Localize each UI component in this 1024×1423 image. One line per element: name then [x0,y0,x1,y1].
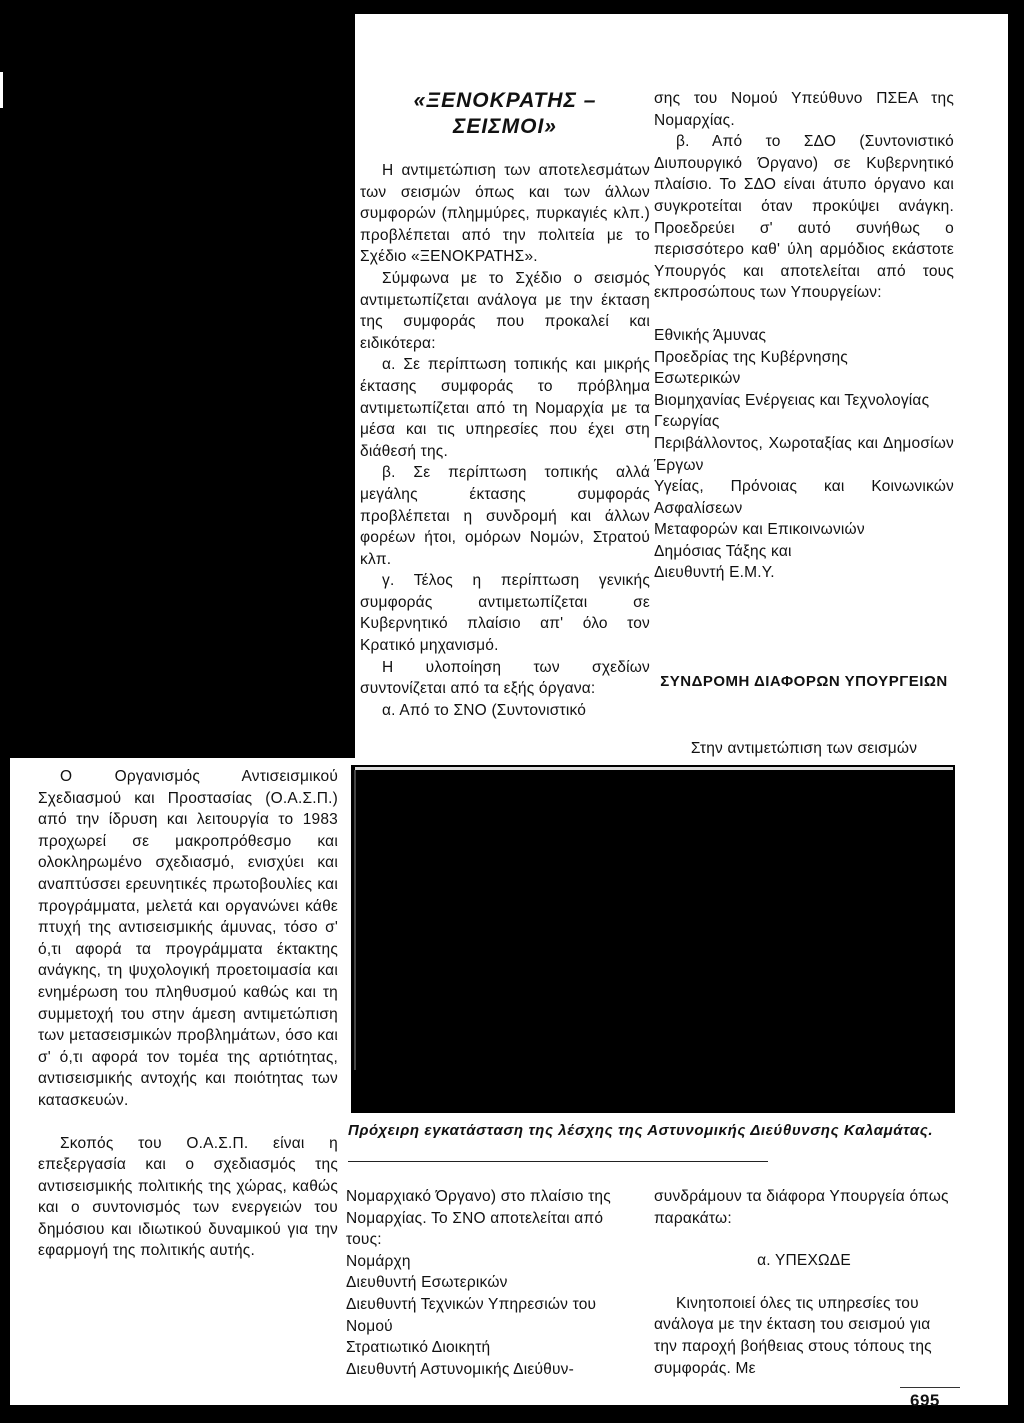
photo-caption: Πρόχειρη εγκατάσταση της λέσχης της Αστυνομικής Διεύθυνσης Καλαμάτας. [348,1122,934,1139]
scan-dark-region [0,0,355,758]
column-1 [38,766,338,1262]
photo [351,765,955,1113]
paragraph: β. Από το ΣΔΟ (Συντονιστικό Διυπουργικό Όργανο) σε Κυβερνητικό πλαίσιο. Το ΣΔΟ είναι άτυπο όργανο και συγκροτείται όταν προκύψει ανάγκη. Προεδρεύει σ' αυτό συνήθως ο περισσότερο καθ' ύλη αρμόδιος εκάστοτε Υπουργός και αποτελείται από τους εκπροσώπους των Υπουργείων: [654,133,954,302]
list-item: Προεδρίας της Κυβέρνησης [654,348,848,366]
list-item: Μεταφορών και Επικοινωνιών [654,521,865,539]
list-item: Υγείας, Πρόνοιας και Κοινωνικών Ασφαλίσεων [654,478,954,517]
list-item: Βιομηχανίας Ενέργειας και Τεχνολογίας [654,391,930,409]
column-4 [346,1186,641,1380]
paragraph: α. Σε περίπτωση τοπικής και μικρής έκτασης συμφοράς το πρόβλημα αντιμετωπίζεται από τη Νομαρχία με τα μέσα και τις υπηρεσίες που έχει στη διάθεσή της. [360,356,650,460]
column-2 [360,160,650,721]
list-item: Γεωργίας [654,413,720,431]
section-heading: ΣΥΝΔΡΟΜΗ ΔΙΑΦΟΡΩΝ ΥΠΟΥΡΓΕΙΩΝ [660,673,948,690]
list-item: Εθνικής Άμυνας [654,326,767,344]
page-number: 695 [910,1391,940,1410]
scan-border-left [0,758,10,1423]
list-item: Διευθυντή Ε.Μ.Υ. [654,564,775,582]
list-item: Περιβάλλοντος, Χωροταξίας και Δημοσίων Έργων [654,434,954,474]
photo-border [354,770,356,1070]
paragraph: β. Σε περίπτωση τοπικής αλλά μεγάλης έκτασης συμφοράς προβλέπεται η συνδρομή και άλλων φορέων ήτοι, ομόρων Νομών, Στρατού κλπ. [360,464,650,568]
column-5 [654,1186,954,1379]
paragraph: Η αντιμετώπιση των αποτελεσμάτων των σεισμών όπως και των άλλων συμφορών (πλημμύρες, πυρκαγιές κλπ.) προβλέπεται από την πολιτεία με το Σχέδιο «ΞΕΝΟΚΡΑΤΗΣ». [360,162,650,266]
paragraph: Ο Οργανισμός Αντισεισμικού Σχεδιασμού και Προστασίας (Ο.Α.Σ.Π.) από την ίδρυση και λειτουργία το 1983 προχωρεί σε μακροπρόθεσμο και ολοκληρωμένο σχεδιασμό, ενισχύει και αναπτύσσει ερευνητικές πρωτοβουλίες και προγράμματα, μελετά και οργανώνει κάθε πτυχή της αντισεισμικής άμυνας, τόσο σ' ό,τι αφορά τα προγράμματα έκτακτης ανάγκης, τη ψυχολογική προετοιμασία και ενημέρωση του πληθυσμού καθώς και τη συμμετοχή του στην άμεση αντιμετώπιση των μετασεισμικών προβλημάτων, όσο και σ' ό,τι αφορά τον τομέα της αρτιότητας, αντισεισμικής αντοχής και ποιότητας των κατασκευών. [38,768,338,1109]
column-3 [654,88,954,584]
list-item: Διευθυντή Εσωτερικών [346,1274,508,1292]
paragraph: Στην αντιμετώπιση των σεισμών [690,740,918,757]
list-item: Εσωτερικών [654,370,741,388]
ministry-list [654,325,954,584]
paragraph: γ. Τέλος η περίπτωση γενικής συμφοράς αντιμετωπίζεται σε Κυβερνητικό πλαίσιο απ' όλο τον Κρατικό μηχανισμό. [360,572,650,655]
article-title: «ΞΕΝΟΚΡΑΤΗΣ – ΣΕΙΣΜΟΙ» [413,89,597,138]
scan-border-bottom [0,1405,1024,1423]
paragraph: σης του Νομού Υπεύθυνο ΠΣΕΑ της Νομαρχίας. [654,90,954,129]
section-subheading: α. ΥΠΕΧΩΔΕ [757,1252,851,1270]
paragraph: Κινητοποιεί όλες τις υπηρεσίες του ανάλογα με την έκταση του σεισμού για την παροχή βοήθειας στους τόπους της συμφοράς. Με [654,1294,932,1377]
paragraph: Νομαρχιακό Όργανο) στο πλαίσιο της Νομαρχίας. Το ΣΝΟ αποτελείται από τους: [346,1188,611,1249]
paragraph: Σύμφωνα με το Σχέδιο ο σεισμός αντιμετωπίζεται ανάλογα με την έκταση της συμφοράς που προκαλεί και ειδικότερα: [360,269,650,352]
caption-divider [348,1161,768,1162]
photo-border [355,767,953,770]
paragraph: Σκοπός του Ο.Α.Σ.Π. είναι η επεξεργασία και ο σχεδιασμός της αντισεισμικής πολιτικής της χώρας, καθώς και ο συντονισμός των ενεργειών του δημόσιου και ιδιωτικού δυναμικού για την εφαρμογή της πολιτικής αυτής. [38,1134,338,1260]
scan-mark [0,72,3,108]
page-number-rule [900,1387,960,1388]
paragraph: συνδράμουν τα διάφορα Υπουργεία όπως παρακάτω: [654,1188,949,1227]
paragraph: Η υλοποίηση των σχεδίων συντονίζεται από τα εξής όργανα: [360,658,650,698]
list-item: Διευθυντή Τεχνικών Υπηρεσιών του Νομού [346,1295,597,1335]
list-item: Δημόσιας Τάξης και [654,542,792,560]
paragraph: α. Από το ΣΝΟ (Συντονιστικό [382,701,587,719]
list-item: Νομάρχη [346,1252,411,1270]
scan-border-right [1008,0,1024,1423]
list-item: Στρατιωτικό Διοικητή [346,1339,491,1357]
list-item: Διευθυντή Αστυνομικής Διεύθυν- [346,1360,574,1378]
